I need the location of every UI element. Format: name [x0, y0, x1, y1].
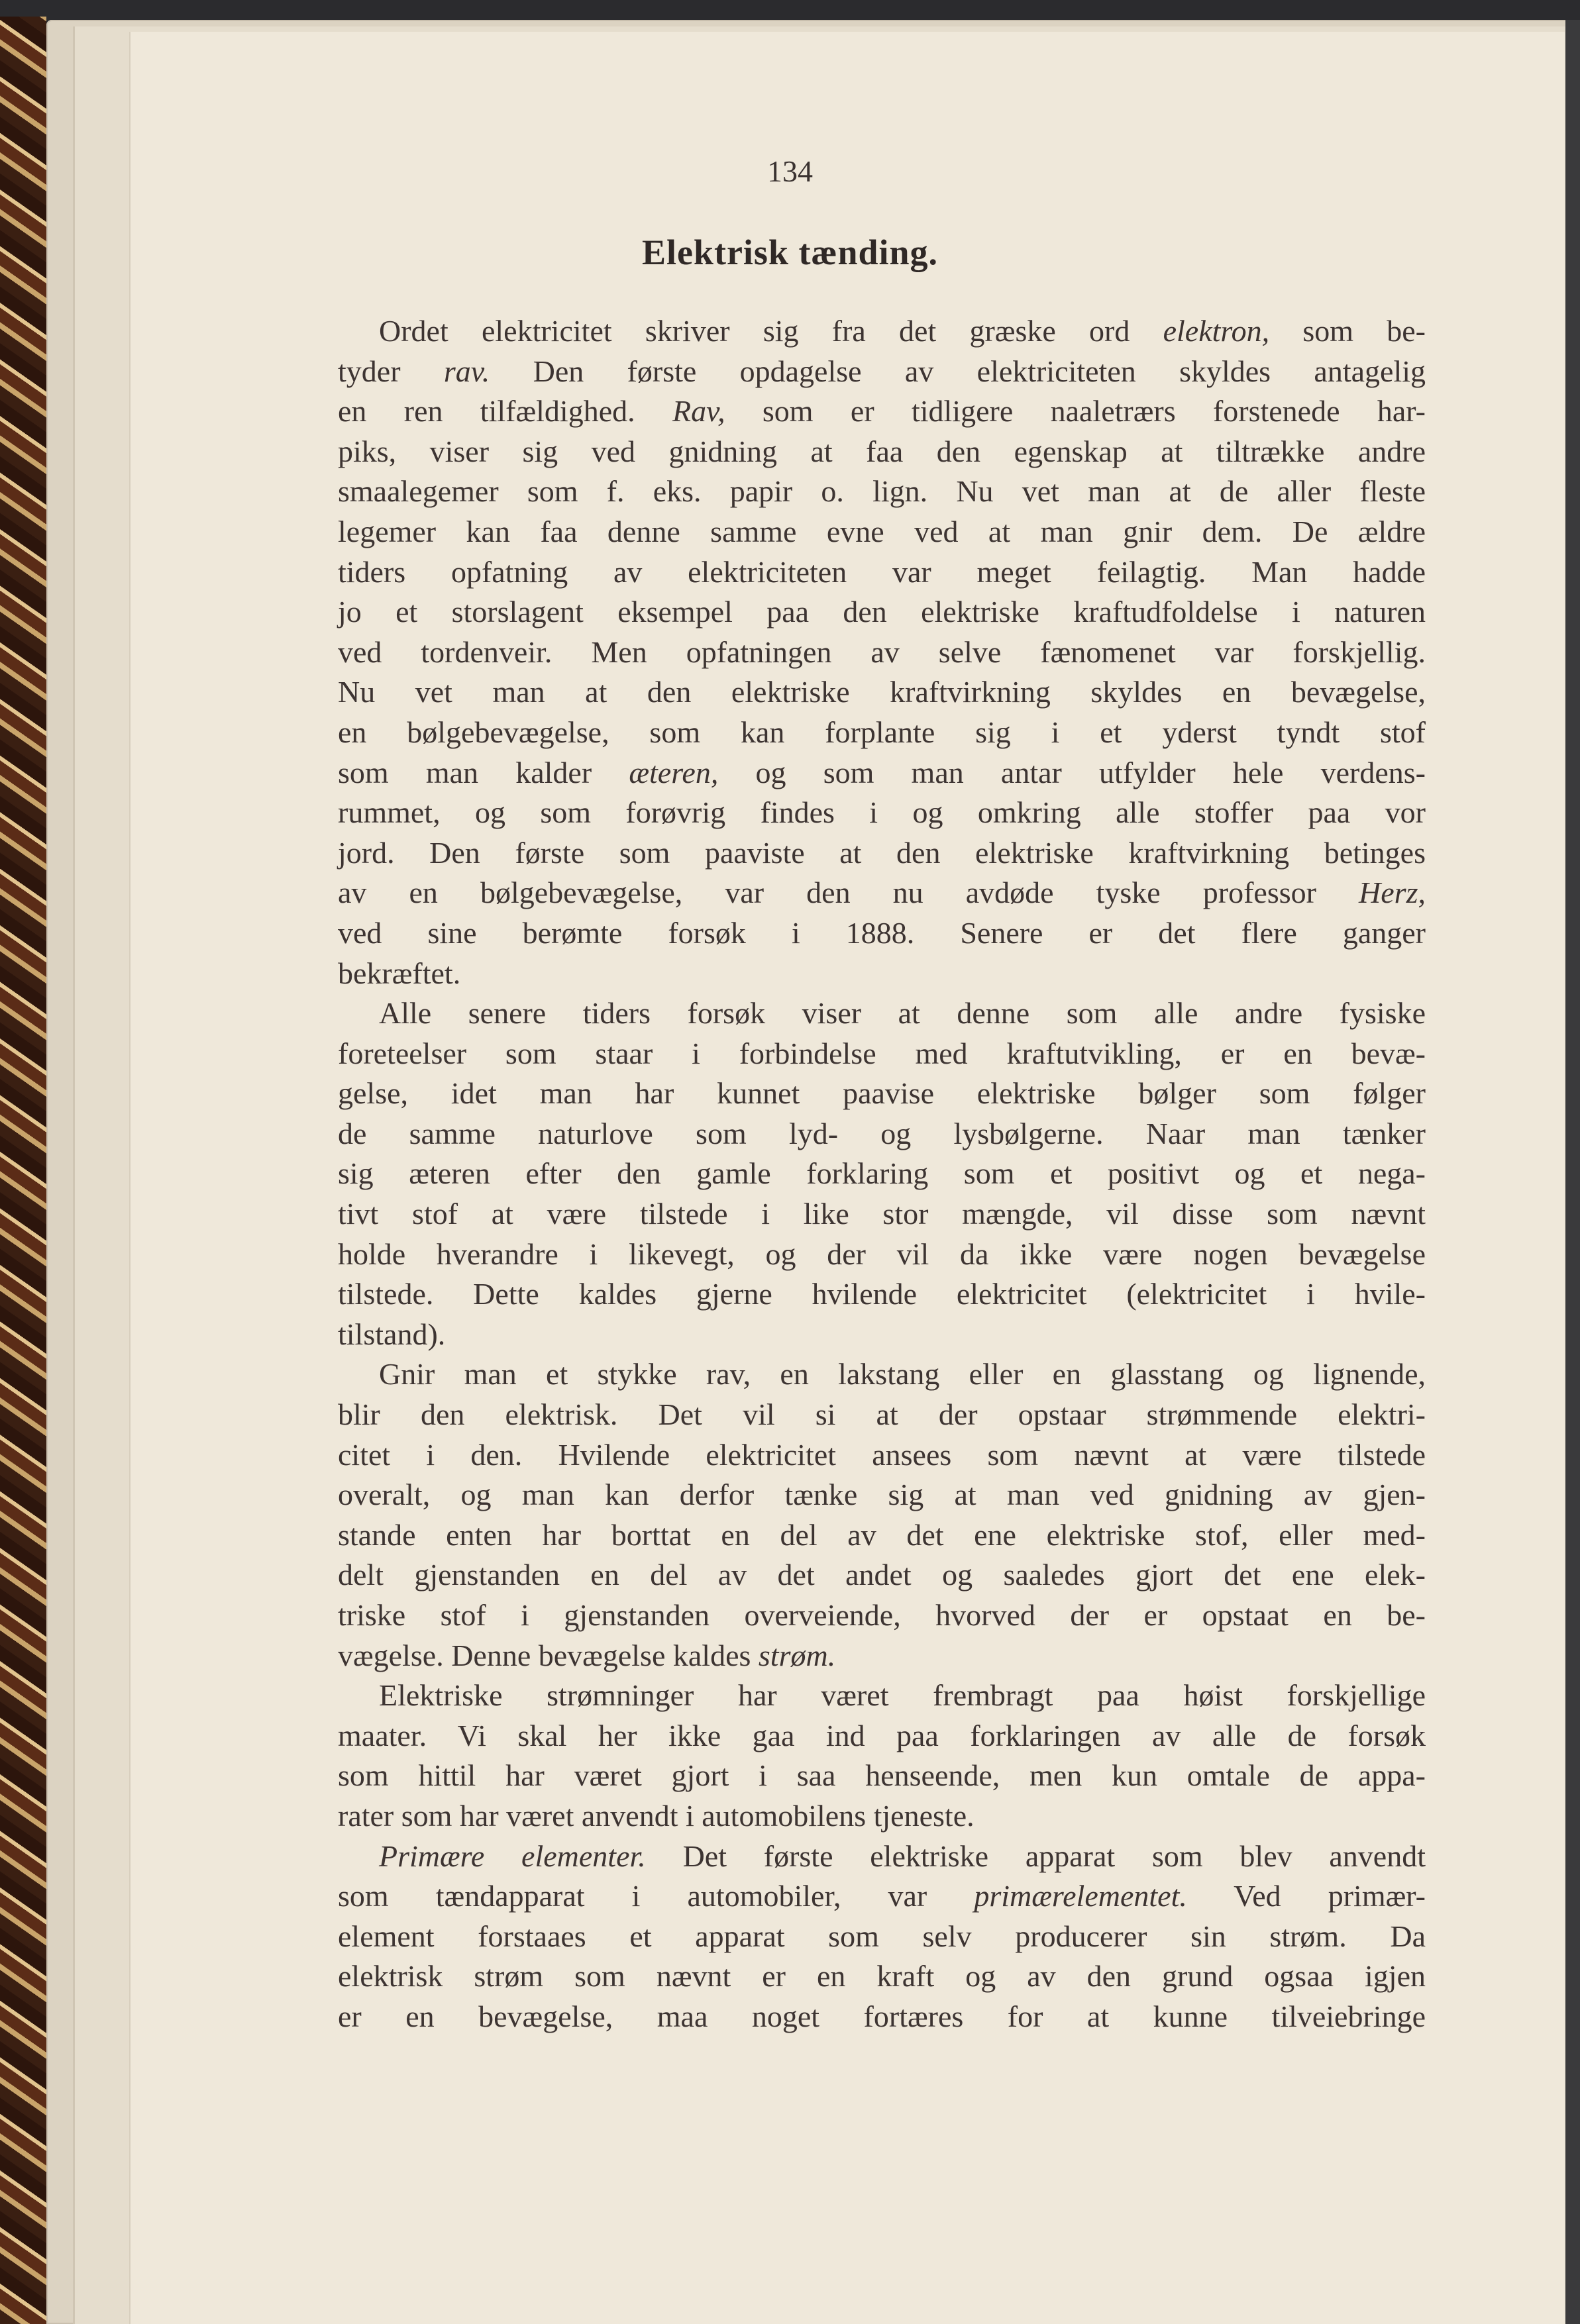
- text-segment: Nu vet man at den elektriske kraftvirkning skyldes en bevægelse,: [338, 675, 1426, 709]
- text-segment: Ordet elektricitet skriver sig fra det græske ord: [379, 314, 1163, 348]
- text-segment: tilstede. Dette kaldes gjerne hvilende elektricitet (elektricitet i hvile-: [338, 1277, 1426, 1311]
- text-segment: en ren tilfældighed.: [338, 394, 672, 429]
- text-segment: piks, viser sig ved gnidning at faa den egenskap at tiltrække andre: [338, 434, 1426, 468]
- text-line: [338, 833, 1426, 874]
- text-segment: en bølgebevægelse, som kan forplante sig i et yderst tyndt stof: [338, 715, 1426, 749]
- text-segment: maater. Vi skal her ikke gaa ind paa forklaringen av alle de forsøk: [338, 1718, 1426, 1752]
- text-line: [338, 311, 1426, 352]
- text-line: [338, 1756, 1426, 1796]
- text-segment: er en bevægelse, maa noget fortæres for at kunne tilveiebringe: [338, 1999, 1426, 2033]
- text-line: [338, 552, 1426, 593]
- text-segment: og som man antar utfylder hele verdens-: [718, 755, 1426, 789]
- text-line: [338, 432, 1426, 472]
- text-line: [338, 1917, 1426, 1957]
- text-segment: delt gjenstanden en del av det andet og saaledes gjort det ene elek-: [338, 1558, 1426, 1592]
- text-line: [338, 352, 1426, 392]
- text-segment: rummet, og som forøvrig findes i og omkring alle stoffer paa vor: [338, 795, 1426, 830]
- text-segment: blir den elektrisk. Det vil si at der opstaar strømmende elektri-: [338, 1397, 1426, 1432]
- text-line: [338, 1716, 1426, 1756]
- italic-text-segment: strøm.: [758, 1638, 836, 1672]
- text-segment: elektrisk strøm som nævnt er en kraft og av den grund ogsaa igjen: [338, 1959, 1426, 1994]
- text-line: [338, 753, 1426, 793]
- text-line: [338, 472, 1426, 512]
- text-line: [338, 1837, 1426, 1877]
- text-line: [338, 1997, 1426, 2037]
- text-segment: Den første opdagelse av elektriciteten skyldes antagelig: [490, 354, 1426, 388]
- text-segment: holde hverandre i likevegt, og der vil da ikke være nogen bevægelse: [338, 1237, 1426, 1271]
- text-segment: de samme naturlove som lyd- og lysbølgerne. Naar man tænker: [338, 1116, 1426, 1150]
- italic-text-segment: primærelementet.: [974, 1879, 1187, 1913]
- text-segment: foreteelser som staar i forbindelse med kraftutvikling, er en bevæ-: [338, 1036, 1426, 1070]
- text-segment: smaalegemer som f. eks. papir o. lign. Nu vet man at de aller fleste: [338, 474, 1426, 509]
- text-segment: Elektriske strømninger har været frembragt paa høist forskjellige: [379, 1678, 1426, 1713]
- text-segment: jord. Den første som paaviste at den elektriske kraftvirkning betinges: [338, 835, 1426, 870]
- text-line: [338, 993, 1426, 1034]
- text-line: [338, 1194, 1426, 1235]
- text-line: [338, 1235, 1426, 1275]
- text-segment: som be-: [1269, 314, 1426, 348]
- text-line: [338, 1555, 1426, 1595]
- text-line: [338, 391, 1426, 432]
- text-line: [338, 1676, 1426, 1716]
- text-segment: citet i den. Hvilende elektricitet ansees som nævnt at være tilstede: [338, 1437, 1426, 1472]
- text-line: [338, 1114, 1426, 1154]
- text-segment: som man kalder: [338, 755, 629, 789]
- text-segment: legemer kan faa denne samme evne ved at man gnir dem. De ældre: [338, 514, 1426, 548]
- text-line: [338, 1435, 1426, 1476]
- text-segment: ved tordenveir. Men opfatningen av selve fænomenet var forskjellig.: [338, 634, 1426, 669]
- text-segment: gelse, idet man har kunnet paavise elektriske bølger som følger: [338, 1076, 1426, 1111]
- text-line: [338, 1034, 1426, 1074]
- text-segment: Alle senere tiders forsøk viser at denne som alle andre fysiske: [379, 996, 1426, 1031]
- text-line: [338, 512, 1426, 552]
- chapter-title: Elektrisk tænding.: [641, 232, 939, 272]
- text-line: [338, 592, 1426, 632]
- text-line: [338, 1636, 1426, 1676]
- text-line: [338, 1956, 1426, 1997]
- text-segment: bekræftet.: [338, 956, 461, 990]
- text-line: [338, 1595, 1426, 1636]
- italic-text-segment: Rav,: [672, 394, 725, 429]
- italic-text-segment: rav.: [443, 354, 490, 388]
- text-line: [338, 1796, 1426, 1837]
- text-segment: av en bølgebevægelse, var den nu avdøde tyske professor: [338, 876, 1359, 910]
- text-line: [338, 1274, 1426, 1315]
- marbled-book-edge: [0, 17, 46, 2324]
- text-line: [338, 793, 1426, 833]
- text-segment: som er tidligere naaletrærs forstenede har-: [725, 394, 1426, 429]
- text-segment: som tændapparat i automobiler, var: [338, 1879, 974, 1913]
- text-line: [338, 632, 1426, 673]
- text-line: [338, 954, 1426, 994]
- text-segment: tivt stof at være tilstede i like stor mængde, vil disse som nævnt: [338, 1197, 1426, 1231]
- italic-text-segment: Primære elementer.: [379, 1839, 646, 1873]
- text-segment: tilstand).: [338, 1317, 446, 1351]
- text-segment: tiders opfatning av elektriciteten var meget feilagtig. Man hadde: [338, 554, 1426, 589]
- text-line: [338, 1074, 1426, 1114]
- text-segment: som hittil har været gjort i saa henseende, men kun omtale de appa-: [338, 1758, 1426, 1793]
- text-line: [338, 1154, 1426, 1194]
- text-line: [338, 1475, 1426, 1515]
- text-segment: stande enten har borttat en del av det ene elektriske stof, eller med-: [338, 1517, 1426, 1552]
- text-line: [338, 1395, 1426, 1435]
- body-text: [338, 311, 1426, 2037]
- italic-text-segment: Herz,: [1359, 876, 1426, 910]
- italic-text-segment: æteren,: [629, 755, 719, 789]
- text-segment: rater som har været anvendt i automobilens tjeneste.: [338, 1798, 974, 1833]
- italic-text-segment: elektron,: [1163, 314, 1270, 348]
- text-line: [338, 672, 1426, 713]
- book-cover-edge: [1565, 20, 1580, 2324]
- text-segment: ved sine berømte forsøk i 1888. Senere er det flere ganger: [338, 915, 1426, 950]
- text-line: [338, 1515, 1426, 1556]
- text-line: [338, 1315, 1426, 1355]
- text-segment: Det første elektriske apparat som blev anvendt: [645, 1839, 1426, 1873]
- text-segment: element forstaaes et apparat som selv producerer sin strøm. Da: [338, 1919, 1426, 1953]
- page-number: 134: [767, 154, 813, 188]
- text-segment: vægelse. Denne bevægelse kaldes: [338, 1638, 759, 1672]
- text-segment: overalt, og man kan derfor tænke sig at man ved gnidning av gjen-: [338, 1478, 1426, 1512]
- text-segment: sig æteren efter den gamle forklaring som et positivt og et nega-: [338, 1156, 1426, 1191]
- text-segment: tyder: [338, 354, 444, 388]
- text-segment: Ved primær-: [1186, 1879, 1426, 1913]
- text-line: [338, 913, 1426, 954]
- text-line: [338, 873, 1426, 913]
- text-line: [338, 713, 1426, 753]
- text-segment: jo et storslagent eksempel paa den elektriske kraftudfoldelse i naturen: [338, 595, 1426, 629]
- text-line: [338, 1354, 1426, 1395]
- text-segment: Gnir man et stykke rav, en lakstang eller en glasstang og lignende,: [379, 1357, 1426, 1391]
- text-segment: triske stof i gjenstanden overveiende, hvorved der er opstaat en be-: [338, 1598, 1426, 1632]
- text-line: [338, 1876, 1426, 1917]
